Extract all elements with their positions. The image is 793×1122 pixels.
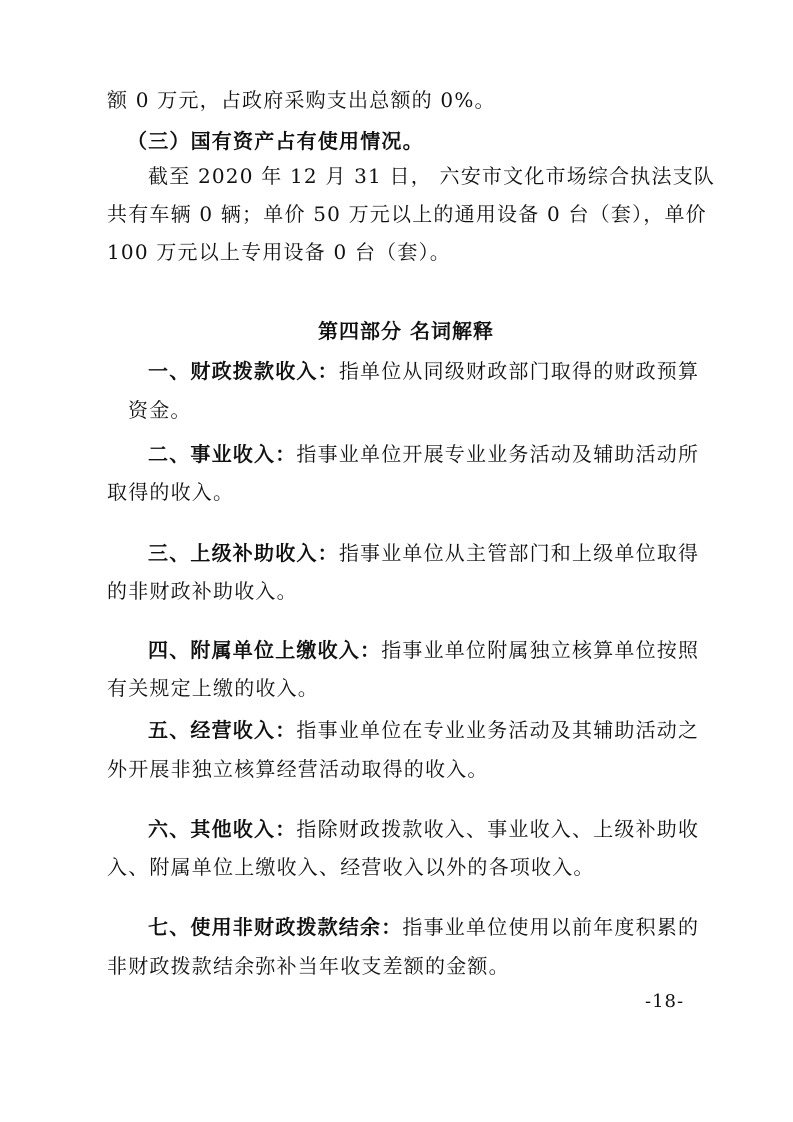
definition-7-line-1 <box>148 913 699 941</box>
definition-2-term: 二、事业收入： <box>148 442 297 466</box>
assets-line-3: 100 万元以上专用设备 0 台（套）。 <box>107 240 451 264</box>
assets-line-1: 截至 2020 年 12 月 31 日， 六安市文化市场综合执法支队 <box>148 164 716 188</box>
definition-2-text: 指事业单位开展专业业务活动及辅助活动所 <box>296 442 700 466</box>
definition-1-line-2: 资金。 <box>128 398 192 422</box>
page-number: -18- <box>645 991 685 1012</box>
definition-3-line-2: 的非财政补助收入。 <box>107 579 298 603</box>
assets-heading: （三）国有资产占有使用情况。 <box>127 129 424 153</box>
definition-6-term: 六、其他收入： <box>148 817 297 841</box>
definition-4-line-2: 有关规定上缴的收入。 <box>107 676 319 700</box>
definition-6-line-2: 入、附属单位上缴收入、经营收入以外的各项收入。 <box>107 855 595 879</box>
definition-6-text: 指除财政拨款收入、事业收入、上级补助收 <box>296 817 700 841</box>
definition-4-text: 指事业单位附属独立核算单位按照 <box>381 638 700 662</box>
assets-line-2: 共有车辆 0 辆；单价 50 万元以上的通用设备 0 台（套），单价 <box>107 202 707 226</box>
definition-5-line-1 <box>148 716 699 744</box>
definition-1-line-1 <box>148 357 699 385</box>
definition-4-line-1 <box>148 636 699 664</box>
definition-2-line-1 <box>148 440 699 468</box>
definition-7-term: 七、使用非财政拨款结余： <box>148 915 403 939</box>
definition-2-line-2: 取得的收入。 <box>107 480 235 504</box>
definition-3-term: 三、上级补助收入： <box>148 541 339 565</box>
definition-1-text: 指单位从同级财政部门取得的财政预算 <box>338 359 700 383</box>
definition-4-term: 四、附属单位上缴收入： <box>148 638 382 662</box>
section-title: 第四部分 名词解释 <box>318 319 494 343</box>
definition-3-text: 指事业单位从主管部门和上级单位取得 <box>338 541 700 565</box>
definition-5-text: 指事业单位在专业业务活动及其辅助活动之 <box>296 718 700 742</box>
definition-7-text: 指事业单位使用以前年度积累的 <box>402 915 700 939</box>
definition-1-term: 一、财政拨款收入： <box>148 359 339 383</box>
top-continuation-line: 额 0 万元，占政府采购支出总额的 0%。 <box>107 88 496 112</box>
definition-3-line-1 <box>148 539 699 567</box>
definition-6-line-1 <box>148 815 699 843</box>
definition-7-line-2: 非财政拨款结余弥补当年收支差额的金额。 <box>107 954 510 978</box>
definition-5-line-2: 外开展非独立核算经营活动取得的收入。 <box>107 757 489 781</box>
definition-5-term: 五、经营收入： <box>148 718 297 742</box>
